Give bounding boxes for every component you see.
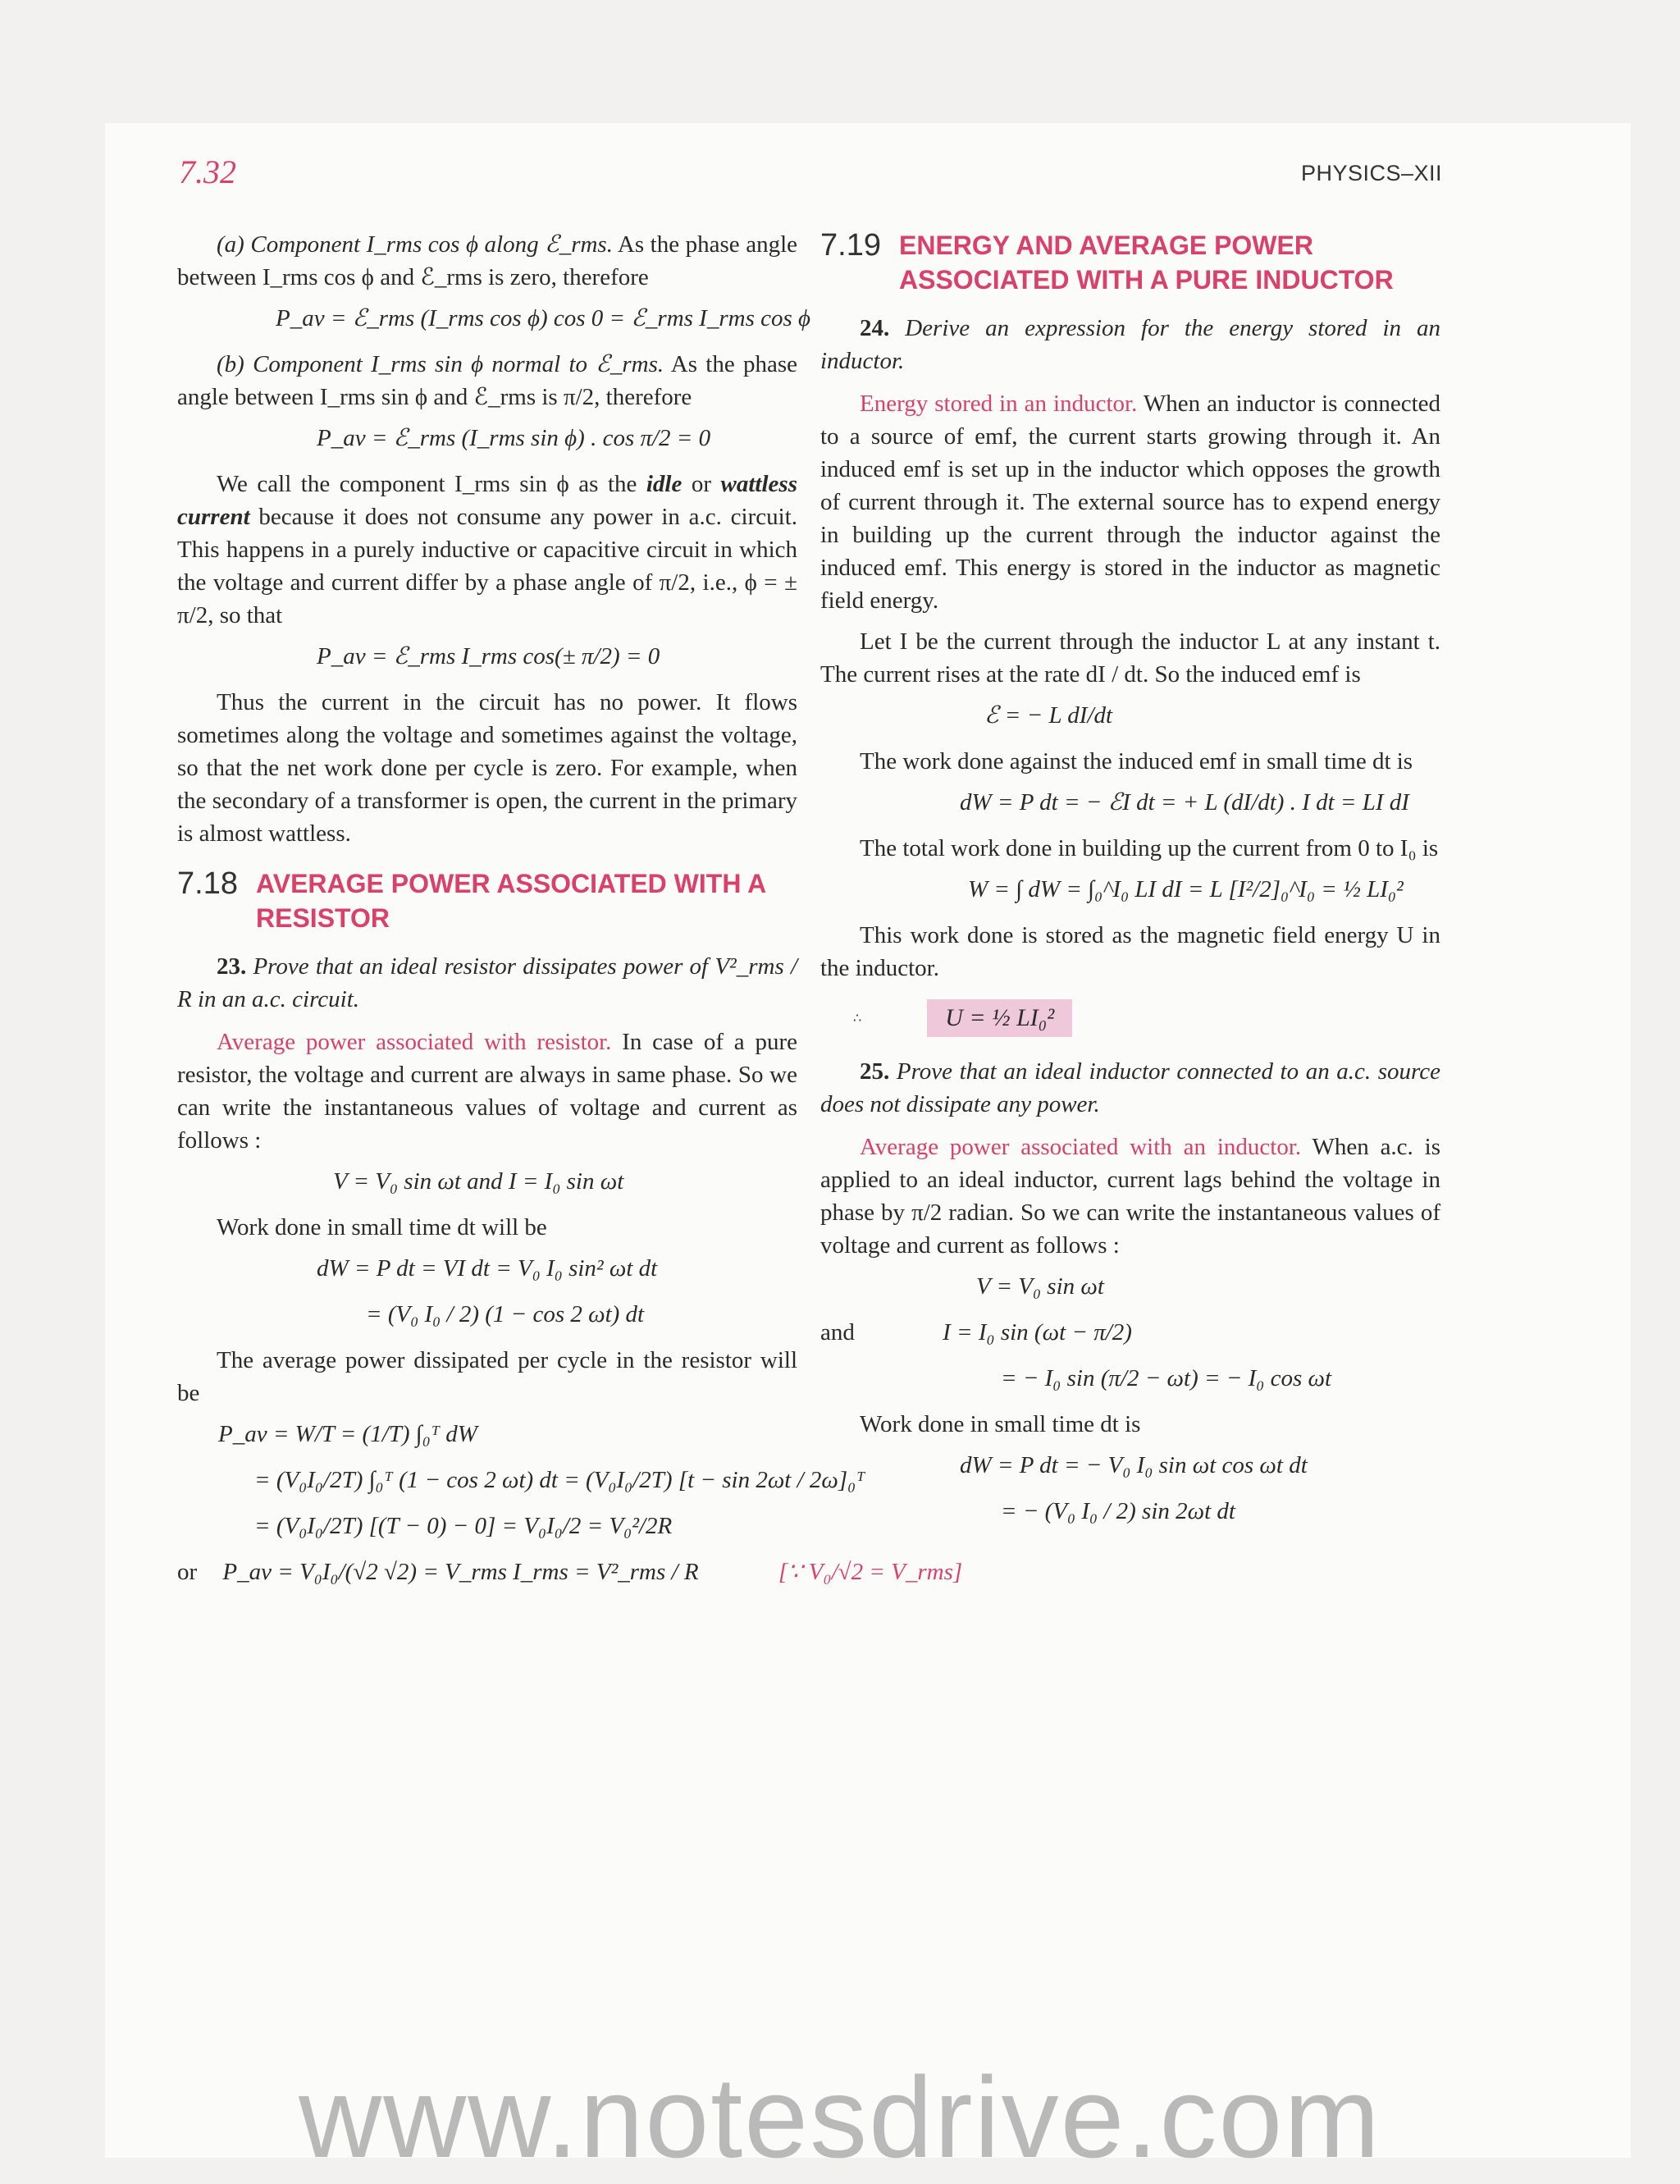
running-head: PHYSICS–XII (1300, 161, 1442, 185)
question-text: Prove that an ideal resistor dissipates power of V²_rms / R in an a.c. circuit. (177, 953, 797, 1012)
question-number: 25. (860, 1058, 890, 1085)
equation-pav-final: P_av = V₀I₀/(√2 √2) = V_rms I_rms = V²_rms / R (222, 1559, 699, 1585)
equation-vi: V = V₀ sin ωt and I = I₀ sin ωt (333, 1168, 624, 1195)
equation-v: V = V₀ sin ωt (976, 1273, 1104, 1300)
question-number: 23. (217, 953, 247, 980)
equation-pav-2: = (V₀I₀/2T) ∫₀ᵀ (1 − cos 2 ωt) dt = (V₀I₀/2T) [t − sin 2ωt / 2ω]₀ᵀ (254, 1467, 865, 1493)
paragraph-no-power: Thus the current in the circuit has no power. It flows sometimes along the voltage and sometimes against the voltage, so that the net work done per cycle is zero. For example, when the secondary of a transformer is open, the current in the primary is almost wattless. (177, 689, 797, 847)
resistor-text: In case of a pure resistor, the voltage and current are always in same phase. So we can write the instantaneous values of voltage and current as follows : (177, 1029, 797, 1154)
paragraph-let-current: Let I be the current through the inductor L at any instant t. The current rises at the rate dI / dt. So the induced emf is (820, 628, 1440, 688)
component-a-label: (a) Component I_rms cos ϕ along ℰ_rms. (217, 231, 613, 258)
equation-dw-ind-2: = − (V₀ I₀ / 2) sin 2ωt dt (1001, 1498, 1235, 1524)
equation-pav-1: P_av = W/T = (1/T) ∫₀ᵀ dW (218, 1421, 477, 1447)
equation-i-2: = − I₀ sin (π/2 − ωt) = − I₀ cos ωt (1001, 1365, 1332, 1391)
paragraph-component-b (177, 348, 797, 413)
equation-i-1 (820, 1316, 1440, 1349)
component-b-text: As the phase angle between I_rms sin ϕ and ℰ_rms is π/2, therefore (177, 351, 798, 410)
equation-pav-3: = (V₀I₀/2T) [(T − 0) − 0] = V₀I₀/2 = V₀²/2R (254, 1513, 673, 1539)
paragraph-magnetic-energy: This work done is stored as the magnetic field energy U in the inductor. (820, 922, 1440, 981)
section-title: ENERGY AND AVERAGE POWER ASSOCIATED WITH A PURE INDUCTOR (899, 231, 1394, 295)
paragraph-component-a (177, 228, 797, 294)
equation-pav-4 (177, 1556, 963, 1588)
component-a-text: As the phase angle between I_rms cos ϕ and ℰ_rms is zero, therefore (177, 231, 797, 290)
equation-dw-2: = (V₀ I₀ / 2) (1 − cos 2 ωt) dt (366, 1301, 645, 1327)
question-text: Prove that an ideal inductor connected to an a.c. source does not dissipate any power. (820, 1058, 1441, 1117)
question-number: 24. (860, 315, 890, 341)
watermark: www.notesdrive.com (299, 2053, 1381, 2182)
equation-total-work: W = ∫ dW = ∫₀^I₀ LI dI = L [I²/2]₀^I₀ = ½ LI₀² (968, 876, 1404, 902)
equation-dw-ind-1: dW = P dt = − V₀ I₀ sin ωt cos ωt dt (960, 1452, 1308, 1478)
work-small-time: Work done in small time dt will be (217, 1214, 547, 1240)
energy-text: When an inductor is connected to a source of emf, the current starts growing through it. An induced emf is set up in the inductor which opposes the growth of current through it. The external source has to expend energy in building up the current through the inductor against the induced emf. This energy is stored in the inductor as magnetic field energy. (820, 391, 1440, 614)
section-number: 7.19 (820, 228, 881, 263)
equation-i-lag: I = I₀ sin (ωt − π/2) (943, 1319, 1132, 1346)
therefore-symbol: ∴ (853, 1012, 862, 1026)
component-b-label: (b) Component I_rms sin ϕ normal to ℰ_rms. (217, 351, 664, 377)
section-title: AVERAGE POWER ASSOCIATED WITH A RESISTOR (256, 869, 766, 933)
equation-induced-emf: ℰ = − L dI/dt (984, 702, 1113, 729)
section-heading-7-19 (820, 228, 1440, 297)
equation-dw-1: dW = P dt = VI dt = V₀ I₀ sin² ωt dt (317, 1255, 658, 1282)
inductor-lead: Average power associated with an inductor. (860, 1134, 1302, 1160)
paragraph-work-done: The work done against the induced emf in small time dt is (860, 748, 1413, 774)
wattless-term: wattless current (177, 471, 797, 530)
equation-pav-zero: P_av = ℰ_rms I_rms cos(± π/2) = 0 (317, 643, 660, 669)
energy-lead: Energy stored in an inductor. (860, 391, 1138, 417)
and-label: and (820, 1319, 855, 1346)
or-label: or (177, 1559, 198, 1585)
wattless-text-2: or (682, 471, 721, 497)
paragraph-inductor-power (820, 1131, 1440, 1262)
question-text: Derive an expression for the energy stored in an inductor. (820, 315, 1440, 374)
paragraph-wattless (177, 468, 797, 632)
paragraph-average-power: The average power dissipated per cycle in the resistor will be (177, 1347, 797, 1406)
inductor-text: When a.c. is applied to an ideal inductor, current lags behind the voltage in phase by π/2 radian. So we can write the instantaneous values of voltage and current as follows : (820, 1134, 1440, 1259)
question-24 (820, 312, 1440, 377)
paragraph-resistor (177, 1026, 797, 1157)
since-note: [∵ V₀/√2 = V_rms] (778, 1559, 963, 1585)
wattless-text-1: We call the component I_rms sin ϕ as the (217, 471, 646, 497)
paragraph-energy-stored (820, 387, 1440, 617)
energy-result (853, 999, 1440, 1037)
resistor-lead: Average power associated with resistor. (217, 1029, 612, 1055)
paragraph-work-inductor: Work done in small time dt is (860, 1411, 1141, 1437)
equation-pav-sin: P_av = ℰ_rms (I_rms sin ϕ) . cos π/2 = 0 (317, 425, 711, 451)
paragraph-total-work: The total work done in building up the current from 0 to I₀ is (860, 835, 1439, 861)
section-number: 7.18 (177, 866, 238, 901)
question-23 (177, 950, 797, 1016)
right-column (820, 228, 1440, 1541)
equation-dw-inductor: dW = P dt = − ℰI dt = + L (dI/dt) . I dt = LI dI (960, 789, 1409, 816)
question-25 (820, 1055, 1440, 1121)
wattless-text-3: because it does not consume any power in a.c. circuit. This happens in a purely inductive or capacitive circuit in which the voltage and current differ by a phase angle of π/2, i.e., ϕ = ± π/2, so that (177, 504, 797, 628)
page-number: 7.32 (179, 153, 236, 190)
energy-formula-box: U = ½ LI₀² (927, 999, 1072, 1037)
section-heading-7-18 (177, 866, 797, 935)
equation-pav-cos: P_av = ℰ_rms (I_rms cos ϕ) cos 0 = ℰ_rms I_rms cos ϕ (276, 305, 811, 331)
idle-term: idle (646, 471, 682, 497)
